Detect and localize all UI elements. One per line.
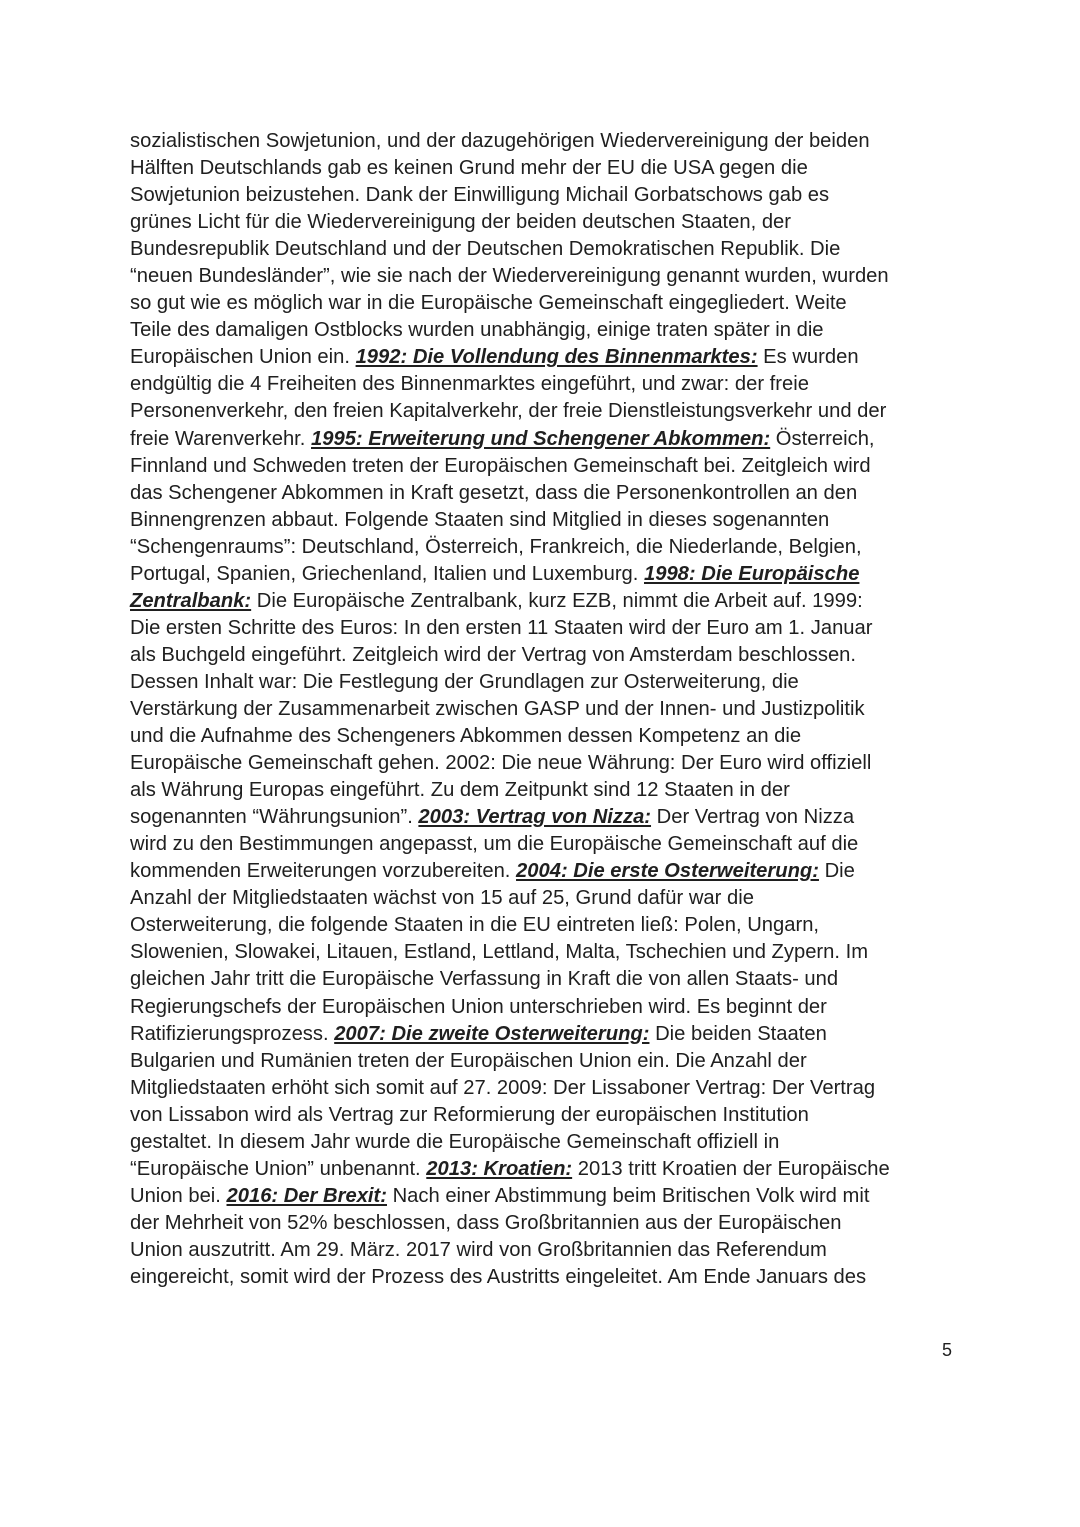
text-line [130,1102,960,1129]
text-line [130,1264,960,1291]
text-line [130,155,960,182]
body-text [130,128,960,1291]
text-line [130,182,960,209]
text-segment: Es wurden [757,346,859,369]
text-segment: Slowenien, Slowakei, Litauen, Estland, Lettland, Malta, Tschechien und Zypern. Im [130,941,869,964]
text-segment: Personenverkehr, den freien Kapitalverkehr, der freie Dienstleistungsverkehr und der [130,400,887,423]
text-line [130,885,960,912]
text-line [130,696,960,723]
text-segment: Bundesrepublik Deutschland und der Deutschen Demokratischen Republik. Die [130,238,841,261]
text-segment: freie Warenverkehr. [130,427,312,450]
text-line [130,398,960,425]
section-heading: 1995: Erweiterung und Schengener Abkommen: [311,427,771,450]
text-segment: “Europäische Union” unbenannt. [130,1157,427,1180]
text-segment: endgültig die 4 Freiheiten des Binnenmarktes eingeführt, und zwar: der freie [130,373,809,396]
text-line [130,1210,960,1237]
text-segment: Teile des damaligen Ostblocks wurden unabhängig, einige traten später in die [130,319,824,342]
text-segment: Union auszutritt. Am 29. März. 2017 wird von Großbritannien das Referendum [130,1238,827,1261]
section-heading: 2003: Vertrag von Nizza: [418,806,652,829]
text-line [130,1129,960,1156]
text-segment: gestaltet. In diesem Jahr wurde die Europäische Gemeinschaft offiziell in [130,1130,780,1153]
text-segment: Nach einer Abstimmung beim Britischen Volk wird mit [386,1184,870,1207]
text-segment: gleichen Jahr tritt die Europäische Verfassung in Kraft die von allen Staats- und [130,968,839,991]
text-line [130,1048,960,1075]
text-line [130,723,960,750]
text-segment: Bulgarien und Rumänien treten der Europäischen Union ein. Die Anzahl der [130,1049,807,1072]
text-segment: Die ersten Schritte des Euros: In den ersten 11 Staaten wird der Euro am 1. Januar [130,616,873,639]
text-segment: Europäische Gemeinschaft gehen. 2002: Die neue Währung: Der Euro wird offiziell [130,752,872,775]
text-segment: Portugal, Spanien, Griechenland, Italien und Luxemburg. [130,562,644,585]
text-segment: Hälften Deutschlands gab es keinen Grund mehr der EU die USA gegen die [130,157,808,180]
text-line [130,236,960,263]
text-line [130,344,960,371]
text-segment: Verstärkung der Zusammenarbeit zwischen GASP und der Innen- und Justizpolitik [130,697,865,720]
text-segment: Mitgliedstaaten erhöht sich somit auf 27. 2009: Der Lissaboner Vertrag: Der Vertrag [130,1076,876,1099]
text-line [130,1075,960,1102]
text-segment: Die [818,860,855,883]
text-line [130,669,960,696]
text-segment: Die Europäische Zentralbank, kurz EZB, nimmt die Arbeit auf. 1999: [251,589,863,612]
text-line [130,750,960,777]
text-segment: und die Aufnahme des Schengeners Abkommen dessen Kompetenz an die [130,725,802,748]
text-segment: Regierungschefs der Europäischen Union unterschrieben wird. Es beginnt der [130,995,827,1018]
text-line [130,317,960,344]
text-segment: als Währung Europas eingeführt. Zu dem Zeitpunkt sind 12 Staaten in der [130,779,790,802]
text-line [130,453,960,480]
text-segment: der Mehrheit von 52% beschlossen, dass Großbritannien aus der Europäischen [130,1211,842,1234]
text-line [130,480,960,507]
text-line [130,615,960,642]
text-line [130,858,960,885]
text-line [130,561,960,588]
section-heading: 2004: Die erste Osterweiterung: [516,860,819,883]
text-segment: Europäischen Union ein. [130,346,356,369]
text-line [130,777,960,804]
text-line [130,831,960,858]
text-segment: kommenden Erweiterungen vorzubereiten. [130,860,517,883]
text-line [130,642,960,669]
page-number: 5 [941,1340,952,1360]
text-segment: Osterweiterung, die folgende Staaten in die EU eintreten ließ: Polen, Ungarn, [130,914,820,937]
text-segment: so gut wie es möglich war in die Europäische Gemeinschaft eingegliedert. Weite [130,292,847,315]
text-line [130,507,960,534]
text-line [130,966,960,993]
text-segment: sogenannten “Währungsunion”. [130,806,419,829]
text-segment: von Lissabon wird als Vertrag zur Reformierung der europäischen Institution [130,1103,809,1126]
text-segment: eingereicht, somit wird der Prozess des Austritts eingeleitet. Am Ende Januars des [130,1265,867,1288]
text-segment: Die beiden Staaten [649,1022,827,1045]
text-segment: wird zu den Bestimmungen angepasst, um die Europäische Gemeinschaft auf die [130,833,859,856]
text-segment: “Schengenraums”: Deutschland, Österreich, Frankreich, die Niederlande, Belgien, [130,535,862,558]
text-line [130,804,960,831]
text-segment: grünes Licht für die Wiedervereinigung der beiden deutschen Staaten, der [130,211,792,234]
text-line [130,1237,960,1264]
text-line [130,263,960,290]
text-segment: Binnengrenzen abbaut. Folgende Staaten sind Mitglied in dieses sogenannten [130,508,830,531]
text-segment: Dessen Inhalt war: Die Festlegung der Grundlagen zur Osterweiterung, die [130,670,799,693]
text-line [130,371,960,398]
text-segment: Ratifizierungsprozess. [130,1022,335,1045]
text-segment: Union bei. [130,1184,227,1207]
text-segment: sozialistischen Sowjetunion, und der dazugehörigen Wiedervereinigung der beiden [130,130,870,152]
text-line [130,426,960,453]
text-line [130,588,960,615]
text-segment: Sowjetunion beizustehen. Dank der Einwilligung Michail Gorbatschows gab es [130,184,830,207]
text-line [130,209,960,236]
text-line [130,128,960,155]
text-line [130,1021,960,1048]
text-segment: “neuen Bundesländer”, wie sie nach der Wiedervereinigung genannt wurden, wurden [130,265,889,288]
text-line [130,939,960,966]
section-heading: Zentralbank: [130,589,252,612]
text-line [130,290,960,317]
text-line [130,1156,960,1183]
text-segment: Anzahl der Mitgliedstaaten wächst von 15 auf 25, Grund dafür war die [130,887,754,910]
text-segment: Der Vertrag von Nizza [651,806,855,829]
section-heading: 2013: Kroatien: [426,1157,573,1180]
section-heading: 2016: Der Brexit: [226,1184,387,1207]
text-segment: Finnland und Schweden treten der Europäischen Gemeinschaft bei. Zeitgleich wird [130,454,871,477]
text-segment: als Buchgeld eingeführt. Zeitgleich wird der Vertrag von Amsterdam beschlossen. [130,643,857,666]
section-heading: 1992: Die Vollendung des Binnenmarktes: [355,346,758,369]
text-line [130,1183,960,1210]
text-segment: Österreich, [770,427,875,450]
section-heading: 2007: Die zweite Osterweiterung: [334,1022,650,1045]
text-segment: das Schengener Abkommen in Kraft gesetzt, dass die Personenkontrollen an den [130,481,858,504]
section-heading: 1998: Die Europäische [644,562,860,585]
text-line [130,534,960,561]
text-line [130,912,960,939]
text-line [130,994,960,1021]
text-segment: 2013 tritt Kroatien der Europäische [572,1157,890,1180]
